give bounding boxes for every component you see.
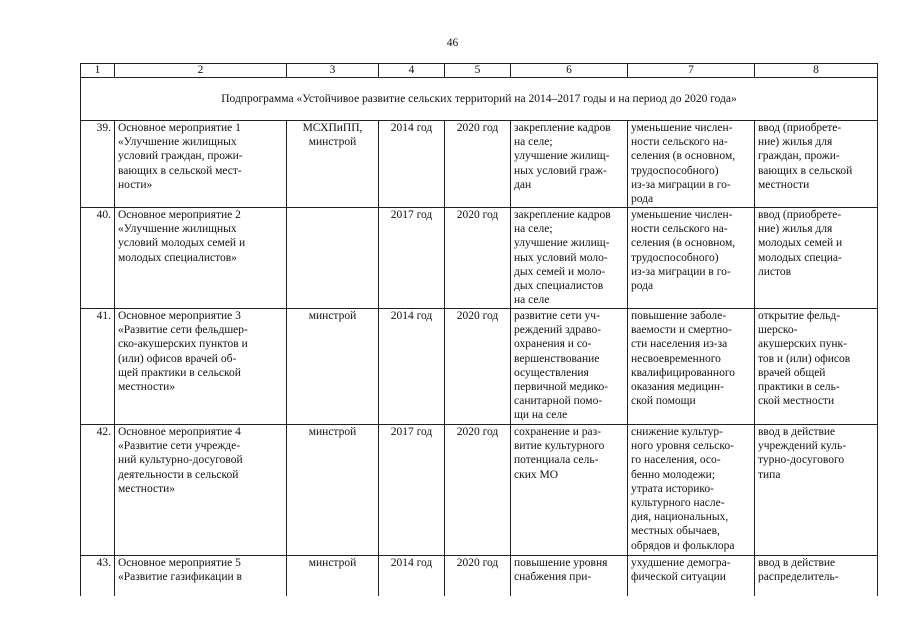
cell-line: фической ситуации [631,571,726,584]
expected-result-cell [511,208,628,309]
cell-line: деятельности в сельской [118,468,239,481]
cell-line: практики в сель- [758,381,840,394]
measure-name-cell [115,208,287,309]
cell-line: «Улучшение жилищных [118,136,237,149]
cell-line: развитие сети уч- [514,310,600,322]
cell-line: условий молодых семей и [118,237,246,250]
indicator-link-cell [755,425,878,556]
cell-line: культурного насле- [631,497,725,510]
cell-line: местности» [118,381,176,394]
start-year-cell: 2014 год [379,309,445,425]
start-year-cell: 2017 год [379,208,445,309]
cell-line: ской местности [758,395,835,408]
measure-name-cell [115,121,287,208]
cell-line: сохранение и раз- [514,426,601,438]
cell-line: «Улучшение жилищных [118,223,237,236]
col-number-7: 7 [628,64,755,78]
cell-line: Основное мероприятие 5 [118,557,241,569]
cell-line: «Развитие газификации в [118,571,242,584]
measure-name-cell [115,556,287,597]
cell-line: снабжения при- [514,571,592,584]
cell-line: дых специалистов [514,280,604,293]
consequence-cell [628,208,755,309]
cell-line: «Развитие сети учрежде- [118,440,241,453]
cell-line: витие культурного [514,440,605,453]
table-row [81,208,878,309]
cell-line: ных условий граж- [514,164,607,177]
col-number-3: 3 [287,64,379,78]
consequence-cell [628,121,755,208]
cell-line: на селе; [514,136,553,149]
table-row [81,425,878,556]
col-number-1: 1 [81,64,115,78]
cell-line: оказания медицин- [631,381,724,394]
program-table [80,63,878,596]
cell-line: сти населения из-за [631,338,728,351]
end-year-cell: 2020 год [445,556,511,597]
cell-line: типа [758,468,781,481]
table-body [81,121,878,597]
cell-line: молодых специа- [758,251,842,264]
cell-line: первичной медико- [514,381,609,394]
end-year-cell: 2020 год [445,208,511,309]
cell-line: реждений здраво- [514,324,602,337]
cell-line: ввод (приобрете- [758,122,842,134]
cell-line: уменьшение числен- [631,122,733,134]
cell-line: ских МО [514,468,559,481]
cell-line: молодых семей и [758,237,843,250]
cell-line: на селе; [514,223,553,236]
cell-line: утрата историко- [631,482,714,495]
cell-line: го населения, осо- [631,454,721,467]
cell-line: повышение уровня [514,557,608,569]
column-numbers-row [81,64,878,78]
cell-line: условий граждан, прожи- [118,150,243,163]
cell-line: Основное мероприятие 4 [118,426,241,438]
cell-line: снижение культур- [631,426,724,438]
indicator-link-cell [755,556,878,597]
cell-line: открытие фельд- [758,310,841,322]
cell-line: улучшение жилищ- [514,150,610,163]
cell-line: дия, национальных, [631,511,729,524]
cell-line: Основное мероприятие 1 [118,122,241,134]
cell-line: потенциала сель- [514,454,599,467]
cell-line: из-за миграции в го- [631,265,731,278]
cell-line: селения (в основном, [631,150,736,163]
cell-line: тов и (или) офисов [758,352,851,365]
cell-line: ско-акушерских пунктов и [118,338,248,351]
cell-line: листов [758,265,792,278]
cell-line: рода [631,280,654,293]
cell-line: ввод в действие [758,426,836,438]
cell-line: дан [514,178,532,191]
cell-line: вающих в сельской [758,164,853,177]
measure-name-cell [115,309,287,425]
row-number-cell: 39. [81,121,115,208]
cell-line: ний культурно-досуговой [118,454,243,467]
cell-line: закрепление кадров [514,122,611,134]
indicator-link-cell [755,121,878,208]
col-number-6: 6 [511,64,628,78]
cell-line: минстрой [308,557,357,569]
cell-line: трудоспособного) [631,164,719,177]
cell-line: ваемости и смертно- [631,324,732,337]
cell-line: акушерских пунк- [758,338,847,351]
cell-line: повышение заболе- [631,310,727,322]
table-row [81,309,878,425]
executor-cell [287,309,379,425]
cell-line: граждан, прожи- [758,150,840,163]
subprogram-title: Подпрограмма «Устойчивое развитие сельских территорий на 2014–2017 годы и на период до 2020 года» [81,78,878,121]
cell-line: ности сельского на- [631,223,728,236]
subprogram-row [81,78,878,121]
start-year-cell: 2017 год [379,425,445,556]
executor-cell [287,121,379,208]
expected-result-cell [511,309,628,425]
consequence-cell [628,425,755,556]
col-number-5: 5 [445,64,511,78]
cell-line: ние) жилья для [758,223,833,236]
end-year-cell: 2020 год [445,425,511,556]
cell-line: осуществления [514,366,589,379]
cell-line: (или) офисов врачей об- [118,352,237,365]
cell-line: дых семей и моло- [514,265,606,278]
cell-line: охранения и со- [514,338,592,351]
row-number-cell: 41. [81,309,115,425]
start-year-cell: 2014 год [379,121,445,208]
consequence-cell [628,556,755,597]
row-number-cell: 43. [81,556,115,597]
cell-line: турно-досугового [758,454,845,467]
cell-line: ние) жилья для [758,136,833,149]
consequence-cell [628,309,755,425]
col-number-2: 2 [115,64,287,78]
cell-line: обрядов и фольклора [631,539,735,552]
cell-line: несвоевременного [631,352,721,365]
cell-line: щи на селе [514,409,568,422]
cell-line: ности» [118,178,153,191]
cell-line: из-за миграции в го- [631,178,731,191]
end-year-cell: 2020 год [445,121,511,208]
cell-line: Основное мероприятие 3 [118,310,241,322]
cell-line: молодых специалистов» [118,251,237,264]
cell-line: ухудшение демогра- [631,557,731,569]
cell-line: местности [758,178,810,191]
cell-line: местных обычаев, [631,525,720,538]
cell-line: местности» [118,482,176,495]
cell-line: ности сельского на- [631,136,728,149]
executor-cell [287,208,379,309]
cell-line: Основное мероприятие 2 [118,209,241,221]
cell-line: на селе [514,294,550,307]
executor-cell [287,425,379,556]
cell-line: «Развитие сети фельдшер- [118,324,248,337]
cell-line: трудоспособного) [631,251,719,264]
cell-line: санитарной помо- [514,395,603,408]
cell-line: врачей общей [758,366,826,379]
end-year-cell: 2020 год [445,309,511,425]
indicator-link-cell [755,208,878,309]
cell-line: минстрой [308,136,357,149]
cell-line: закрепление кадров [514,209,611,221]
expected-result-cell [511,121,628,208]
cell-line: распределитель- [758,571,839,584]
expected-result-cell [511,425,628,556]
start-year-cell: 2014 год [379,556,445,597]
cell-line: вающих в сельской мест- [118,164,242,177]
cell-line: улучшение жилищ- [514,237,610,250]
cell-line: щей практики в сельской [118,366,241,379]
cell-line: бенно молодежи; [631,468,716,481]
cell-line: ного уровня сельско- [631,440,734,453]
row-number-cell: 40. [81,208,115,309]
cell-line: минстрой [308,426,357,438]
cell-line: ской помощи [631,395,696,408]
cell-line: рода [631,193,654,206]
expected-result-cell [511,556,628,597]
row-number-cell: 42. [81,425,115,556]
cell-line: минстрой [308,310,357,322]
cell-line: ввод в действие [758,557,836,569]
measure-name-cell [115,425,287,556]
cell-line: квалифицированного [631,366,735,379]
col-number-4: 4 [379,64,445,78]
indicator-link-cell [755,309,878,425]
table-row [81,556,878,597]
cell-line: уменьшение числен- [631,209,733,221]
cell-line: МСХПиПП, [302,122,363,134]
cell-line: учреждений куль- [758,440,847,453]
cell-line: селения (в основном, [631,237,736,250]
cell-line: ввод (приобрете- [758,209,842,221]
cell-line: ных условий моло- [514,251,608,264]
executor-cell [287,556,379,597]
cell-line: шерско- [758,324,798,337]
table-row [81,121,878,208]
cell-line: вершенствование [514,352,600,365]
page-number: 46 [446,37,459,49]
col-number-8: 8 [755,64,878,78]
